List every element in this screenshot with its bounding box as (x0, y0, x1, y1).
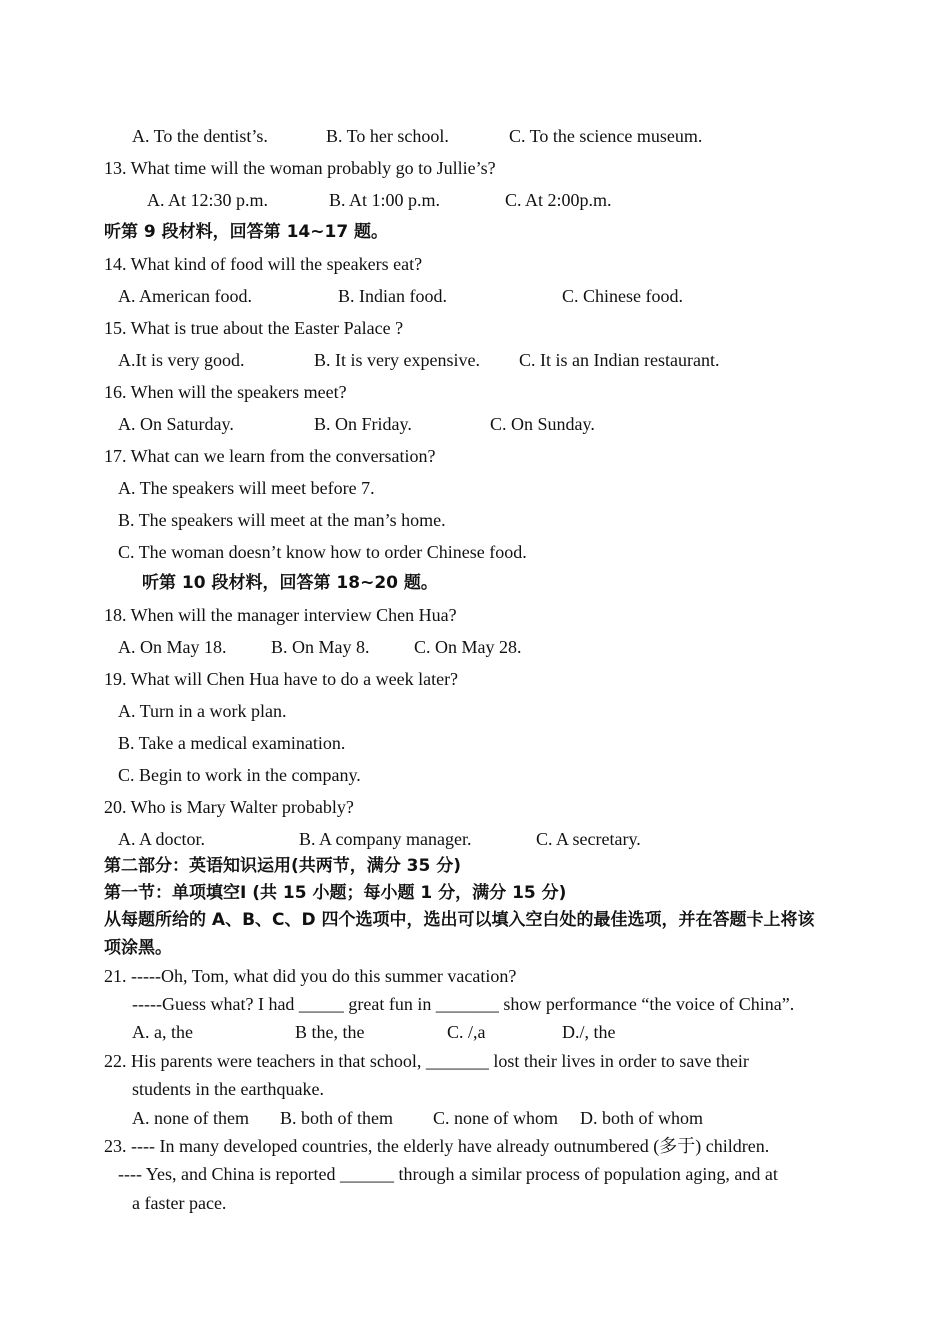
q12-option-a: A. To the dentist’s. (132, 126, 268, 146)
q15-option-c: C. It is an Indian restaurant. (519, 350, 720, 370)
q15-option-b: B. It is very expensive. (314, 350, 480, 370)
q22-option-d: D. both of whom (580, 1108, 703, 1128)
q19-option-b: B. Take a medical examination. (118, 733, 346, 753)
q12-option-b: B. To her school. (326, 126, 449, 146)
q14-option-c: C. Chinese food. (562, 286, 683, 306)
q20-option-b: B. A company manager. (299, 829, 472, 849)
question-23-line-3: a faster pace. (132, 1193, 227, 1213)
question-17: 17. What can we learn from the conversation? (104, 446, 436, 466)
question-20: 20. Who is Mary Walter probably? (104, 797, 354, 817)
q22-option-a: A. none of them (132, 1108, 249, 1128)
q18-option-b: B. On May 8. (271, 637, 370, 657)
q16-option-a: A. On Saturday. (118, 414, 234, 434)
q20-option-a: A. A doctor. (118, 829, 206, 849)
q21-option-b: B the, the (295, 1022, 365, 1042)
question-22-line-2: students in the earthquake. (132, 1079, 324, 1099)
q12-option-c: C. To the science museum. (509, 126, 703, 146)
question-13: 13. What time will the woman probably go to Jullie’s? (104, 158, 496, 178)
q13-option-a: A. At 12:30 p.m. (147, 190, 269, 210)
q22-option-c: C. none of whom (433, 1108, 558, 1128)
section-1-heading: 第一节：单项填空Ⅰ (共 15 小题；每小题 1 分，满分 15 分) (104, 883, 567, 903)
instructions-line-1: 从每题所给的 A、B、C、D 四个选项中，选出可以填入空白处的最佳选项，并在答题卡上将该 (104, 910, 815, 930)
q21-option-d: D./, the (562, 1022, 616, 1042)
q19-option-a: A. Turn in a work plan. (118, 701, 287, 721)
q21-option-c: C. /,a (447, 1022, 486, 1042)
q13-option-b: B. At 1:00 p.m. (329, 190, 441, 210)
q17-option-c: C. The woman doesn’t know how to order Chinese food. (118, 542, 527, 562)
q18-option-c: C. On May 28. (414, 637, 522, 657)
q16-option-b: B. On Friday. (314, 414, 412, 434)
question-19: 19. What will Chen Hua have to do a week later? (104, 669, 459, 689)
q13-option-c: C. At 2:00p.m. (505, 190, 612, 210)
part-2-heading: 第二部分：英语知识运用(共两节，满分 35 分) (104, 856, 462, 876)
question-23-line-2: ---- Yes, and China is reported ______ through a similar process of population aging, and at (118, 1164, 778, 1184)
q14-option-b: B. Indian food. (338, 286, 447, 306)
section-10-heading: 听第 10 段材料，回答第 18~20 题。 (142, 573, 438, 593)
q17-option-a: A. The speakers will meet before 7. (118, 478, 375, 498)
q19-option-c: C. Begin to work in the company. (118, 765, 361, 785)
q18-option-a: A. On May 18. (118, 637, 227, 657)
question-18: 18. When will the manager interview Chen Hua? (104, 605, 457, 625)
question-21-line-2: -----Guess what? I had _____ great fun in _______ show performance “the voice of China”. (132, 994, 795, 1014)
question-15: 15. What is true about the Easter Palace ? (104, 318, 404, 338)
q15-option-a: A.It is very good. (118, 350, 245, 370)
q17-option-b: B. The speakers will meet at the man’s home. (118, 510, 446, 530)
instructions-line-2: 项涂黑。 (104, 938, 172, 958)
q16-option-c: C. On Sunday. (490, 414, 595, 434)
question-23: 23. ---- In many developed countries, the elderly have already outnumbered (多于) children. (104, 1136, 770, 1156)
question-21: 21. -----Oh, Tom, what did you do this summer vacation? (104, 966, 517, 986)
q20-option-c: C. A secretary. (536, 829, 641, 849)
question-16: 16. When will the speakers meet? (104, 382, 347, 402)
question-14: 14. What kind of food will the speakers eat? (104, 254, 423, 274)
q14-option-a: A. American food. (118, 286, 252, 306)
question-22: 22. His parents were teachers in that school, _______ lost their lives in order to save their (104, 1051, 749, 1071)
q21-option-a: A. a, the (132, 1022, 193, 1042)
section-9-heading: 听第 9 段材料，回答第 14~17 题。 (104, 222, 389, 242)
q22-option-b: B. both of them (280, 1108, 393, 1128)
